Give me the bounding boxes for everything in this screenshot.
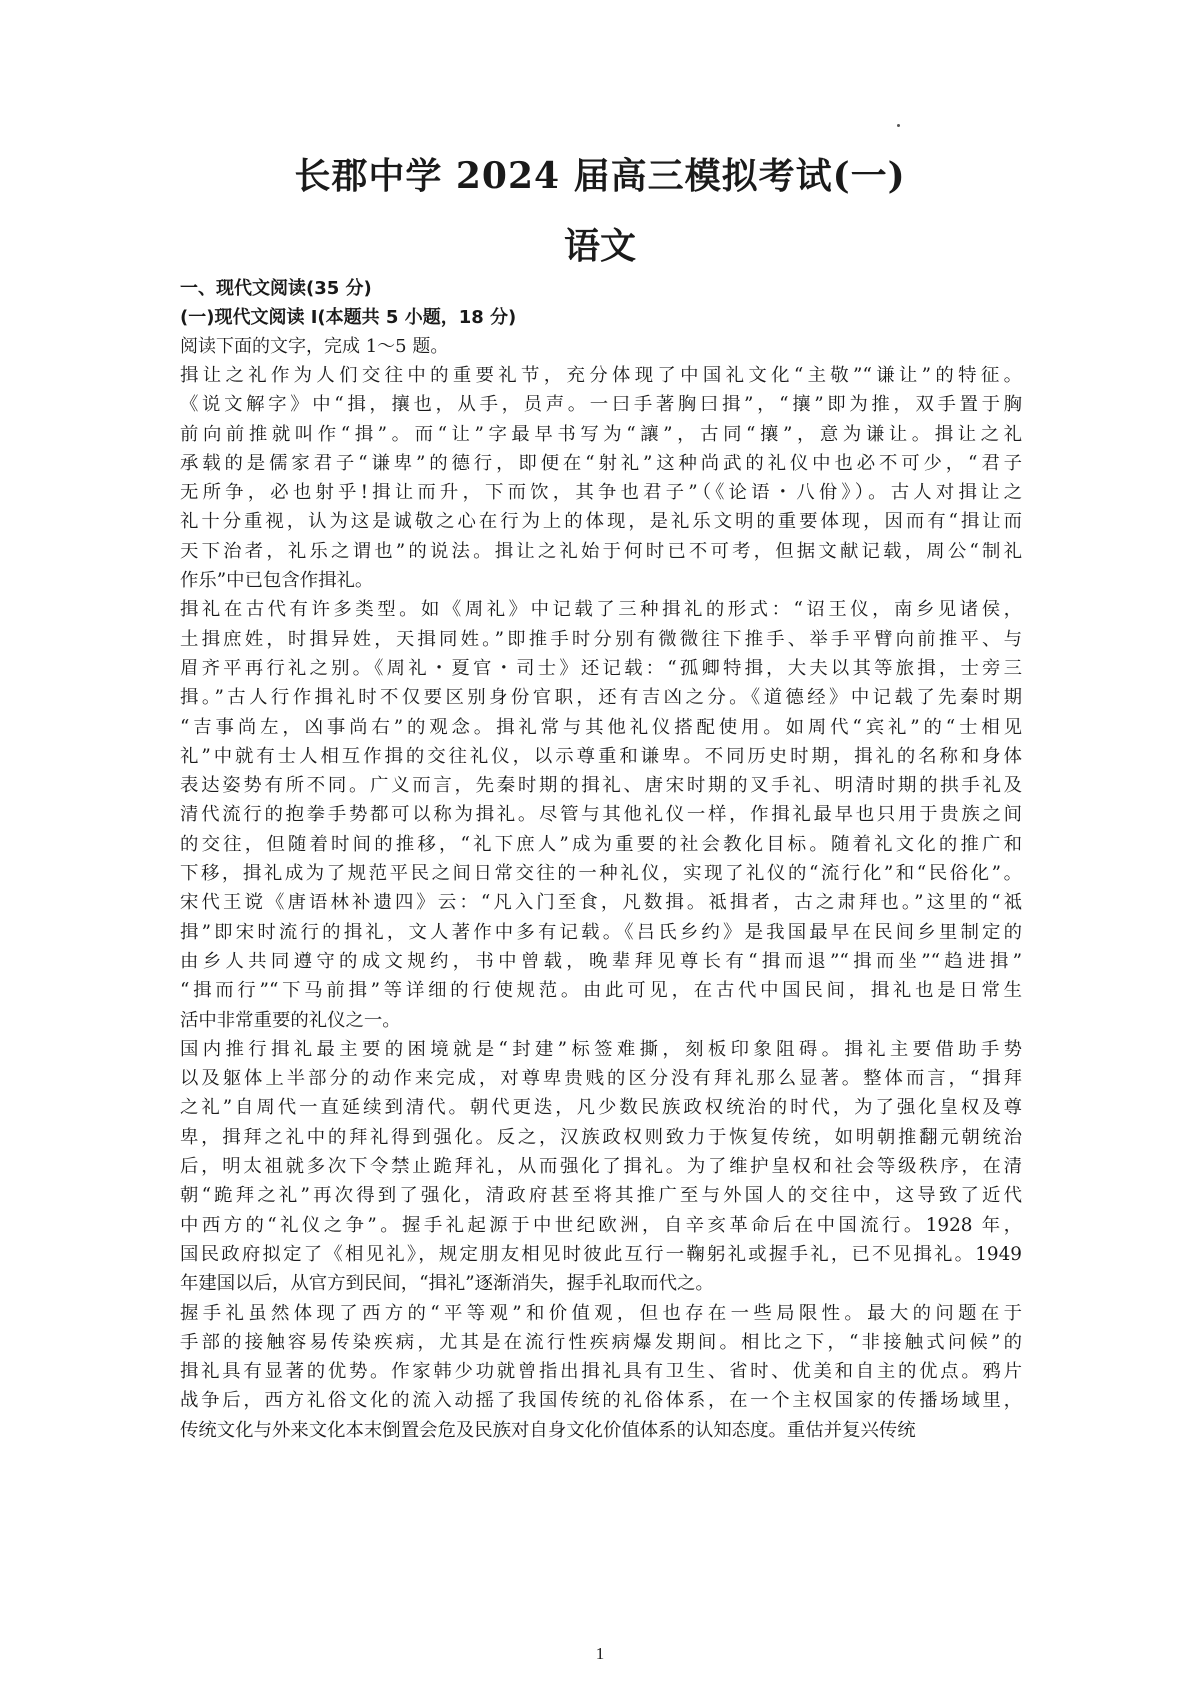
paragraph-2 — [180, 595, 1022, 1034]
passage-line: 前向前推就叫作“揖”。而“让”字最早书写为“讓”，古同“攘”，意为谦让。揖让之礼 — [180, 423, 1022, 445]
passage-line: 的交往，但随着时间的推移，“礼下庶人”成为重要的社会教化目标。随着礼文化的推广和 — [180, 833, 1022, 855]
passage-line: 表达姿势有所不同。广义而言，先秦时期的揖礼、唐宋时期的叉手礼、明清时期的拱手礼及 — [180, 775, 1022, 797]
passage-line: 眉齐平再行礼之别。《周礼・夏官・司士》还记载：“孤卿特揖，大夫以其等旅揖，士旁三 — [180, 657, 1022, 679]
passage-line: 国民政府拟定了《相见礼》，规定朋友相见时彼此互行一鞠躬礼或握手礼，已不见揖礼。1949 — [180, 1243, 1022, 1265]
passage-line: 揖。”古人行作揖礼时不仅要区别身份官职，还有吉凶之分。《道德经》中记载了先秦时期 — [180, 687, 1022, 709]
scan-speck — [897, 124, 900, 127]
passage-line: 传统文化与外来文化本末倒置会危及民族对自身文化价值体系的认知态度。重估并复兴传统 — [180, 1419, 916, 1441]
passage-line: 清代流行的抱拳手势都可以称为揖礼。尽管与其他礼仪一样，作揖礼最早也只用于贵族之间 — [180, 804, 1022, 826]
exam-title: 长郡中学 2024 届高三模拟考试(一) — [294, 155, 906, 197]
passage-line: 手部的接触容易传染疾病，尤其是在流行性疾病爆发期间。相比之下，“非接触式问候”的 — [180, 1331, 1022, 1353]
passage-line: 战争后，西方礼俗文化的流入动摇了我国传统的礼俗体系，在一个主权国家的传播场域里， — [180, 1390, 1022, 1412]
passage-line: 卑，揖拜之礼中的拜礼得到强化。反之，汉族政权则致力于恢复传统，如明朝推翻元朝统治 — [180, 1126, 1022, 1148]
passage-line: 无所争，必也射乎!揖让而升，下而饮，其争也君子”（《论语・八佾》）。古人对揖让之 — [180, 482, 1022, 504]
reading-passage — [180, 361, 1022, 1445]
passage-line: 中西方的“礼仪之争”。握手礼起源于中世纪欧洲，自辛亥革命后在中国流行。1928 年， — [180, 1214, 1022, 1236]
passage-line: 土揖庶姓，时揖异姓，天揖同姓。”即推手时分别有微微往下推手、举手平臂向前推平、与 — [180, 628, 1022, 650]
part-heading: 一、现代文阅读(35 分) — [180, 278, 372, 299]
subject-title: 语文 — [563, 225, 636, 267]
content-area — [180, 274, 1022, 1445]
passage-line: 礼”中就有士人相互作揖的交往礼仪，以示尊重和谦卑。不同历史时期，揖礼的名称和身体 — [180, 745, 1022, 767]
passage-line: 后，明太祖就多次下令禁止跪拜礼，从而强化了揖礼。为了维护皇权和社会等级秩序，在清 — [180, 1156, 1022, 1178]
paragraph-4 — [180, 1299, 1022, 1445]
passage-line: 年建国以后，从官方到民间，“揖礼”逐渐消失，握手礼取而代之。 — [180, 1273, 714, 1295]
paragraph-3 — [180, 1035, 1022, 1299]
paragraph-1 — [180, 361, 1022, 595]
passage-line: 揖礼在古代有许多类型。如《周礼》中记载了三种揖礼的形式：“诏王仪，南乡见诸侯， — [180, 599, 1022, 621]
passage-line: 下移，揖礼成为了规范平民之间日常交往的一种礼仪，实现了礼仪的“流行化”和“民俗化”。 — [180, 863, 1022, 885]
passage-line: 握手礼虽然体现了西方的“平等观”和价值观，但也存在一些局限性。最大的问题在于 — [180, 1302, 1022, 1324]
passage-line: “揖而行”“下马前揖”等详细的行使规范。由此可见，在古代中国民间，揖礼也是日常生 — [180, 980, 1022, 1002]
passage-line: 国内推行揖礼最主要的困境就是“封建”标签难撕，刻板印象阻碍。揖礼主要借助手势 — [180, 1038, 1022, 1060]
passage-line: 作乐”中已包含作揖礼。 — [180, 570, 374, 592]
passage-line: 《说文解字》中“揖，攘也，从手，员声。一曰手著胸曰揖”，“攘”即为推，双手置于胸 — [180, 394, 1022, 416]
passage-line: 之礼”自周代一直延续到清代。朝代更迭，凡少数民族政权统治的时代，为了强化皇权及尊 — [180, 1097, 1022, 1119]
passage-line: 由乡人共同遵守的成文规约，书中曾载，晚辈拜见尊长有“揖而退”“揖而坐”“趋进揖” — [180, 950, 1022, 972]
passage-line: 以及躯体上半部分的动作来完成，对尊卑贵贱的区分没有拜礼那么显著。整体而言，“揖拜 — [180, 1068, 1022, 1090]
passage-line: 承载的是儒家君子“谦卑”的德行，即便在“射礼”这种尚武的礼仪中也必不可少，“君子 — [180, 452, 1022, 474]
passage-line: 宋代王谠《唐语林补遗四》云：“凡入门至食，凡数揖。祗揖者，古之肃拜也。”这里的“祗 — [180, 892, 1022, 914]
passage-line: 礼十分重视，认为这是诚敬之心在行为上的体现，是礼乐文明的重要体现，因而有“揖让而 — [180, 511, 1022, 533]
page-number: 1 — [595, 1644, 605, 1663]
passage-line: 揖”即宋时流行的揖礼，文人著作中多有记载。《吕氏乡约》是我国最早在民间乡里制定的 — [180, 921, 1022, 943]
passage-line: 天下治者，礼乐之谓也”的说法。揖让之礼始于何时已不可考，但据文献记载，周公“制礼 — [180, 540, 1022, 562]
sub-heading: (一)现代文阅读 I(本题共 5 小题，18 分) — [180, 307, 517, 328]
passage-line: 活中非常重要的礼仪之一。 — [180, 1009, 401, 1031]
passage-line: “吉事尚左，凶事尚右”的观念。揖礼常与其他礼仪搭配使用。如周代“宾礼”的“士相见 — [180, 716, 1022, 738]
passage-line: 揖让之礼作为人们交往中的重要礼节，充分体现了中国礼文化“主敬”“谦让”的特征。 — [180, 365, 1022, 386]
passage-line: 揖礼具有显著的优势。作家韩少功就曾指出揖礼具有卫生、省时、优美和自主的优点。鸦片 — [180, 1361, 1022, 1383]
passage-line: 朝“跪拜之礼”再次得到了强化，清政府甚至将其推广至与外国人的交往中，这导致了近代 — [180, 1185, 1022, 1207]
instruction-text: 阅读下面的文字，完成 1～5 题。 — [180, 336, 449, 357]
